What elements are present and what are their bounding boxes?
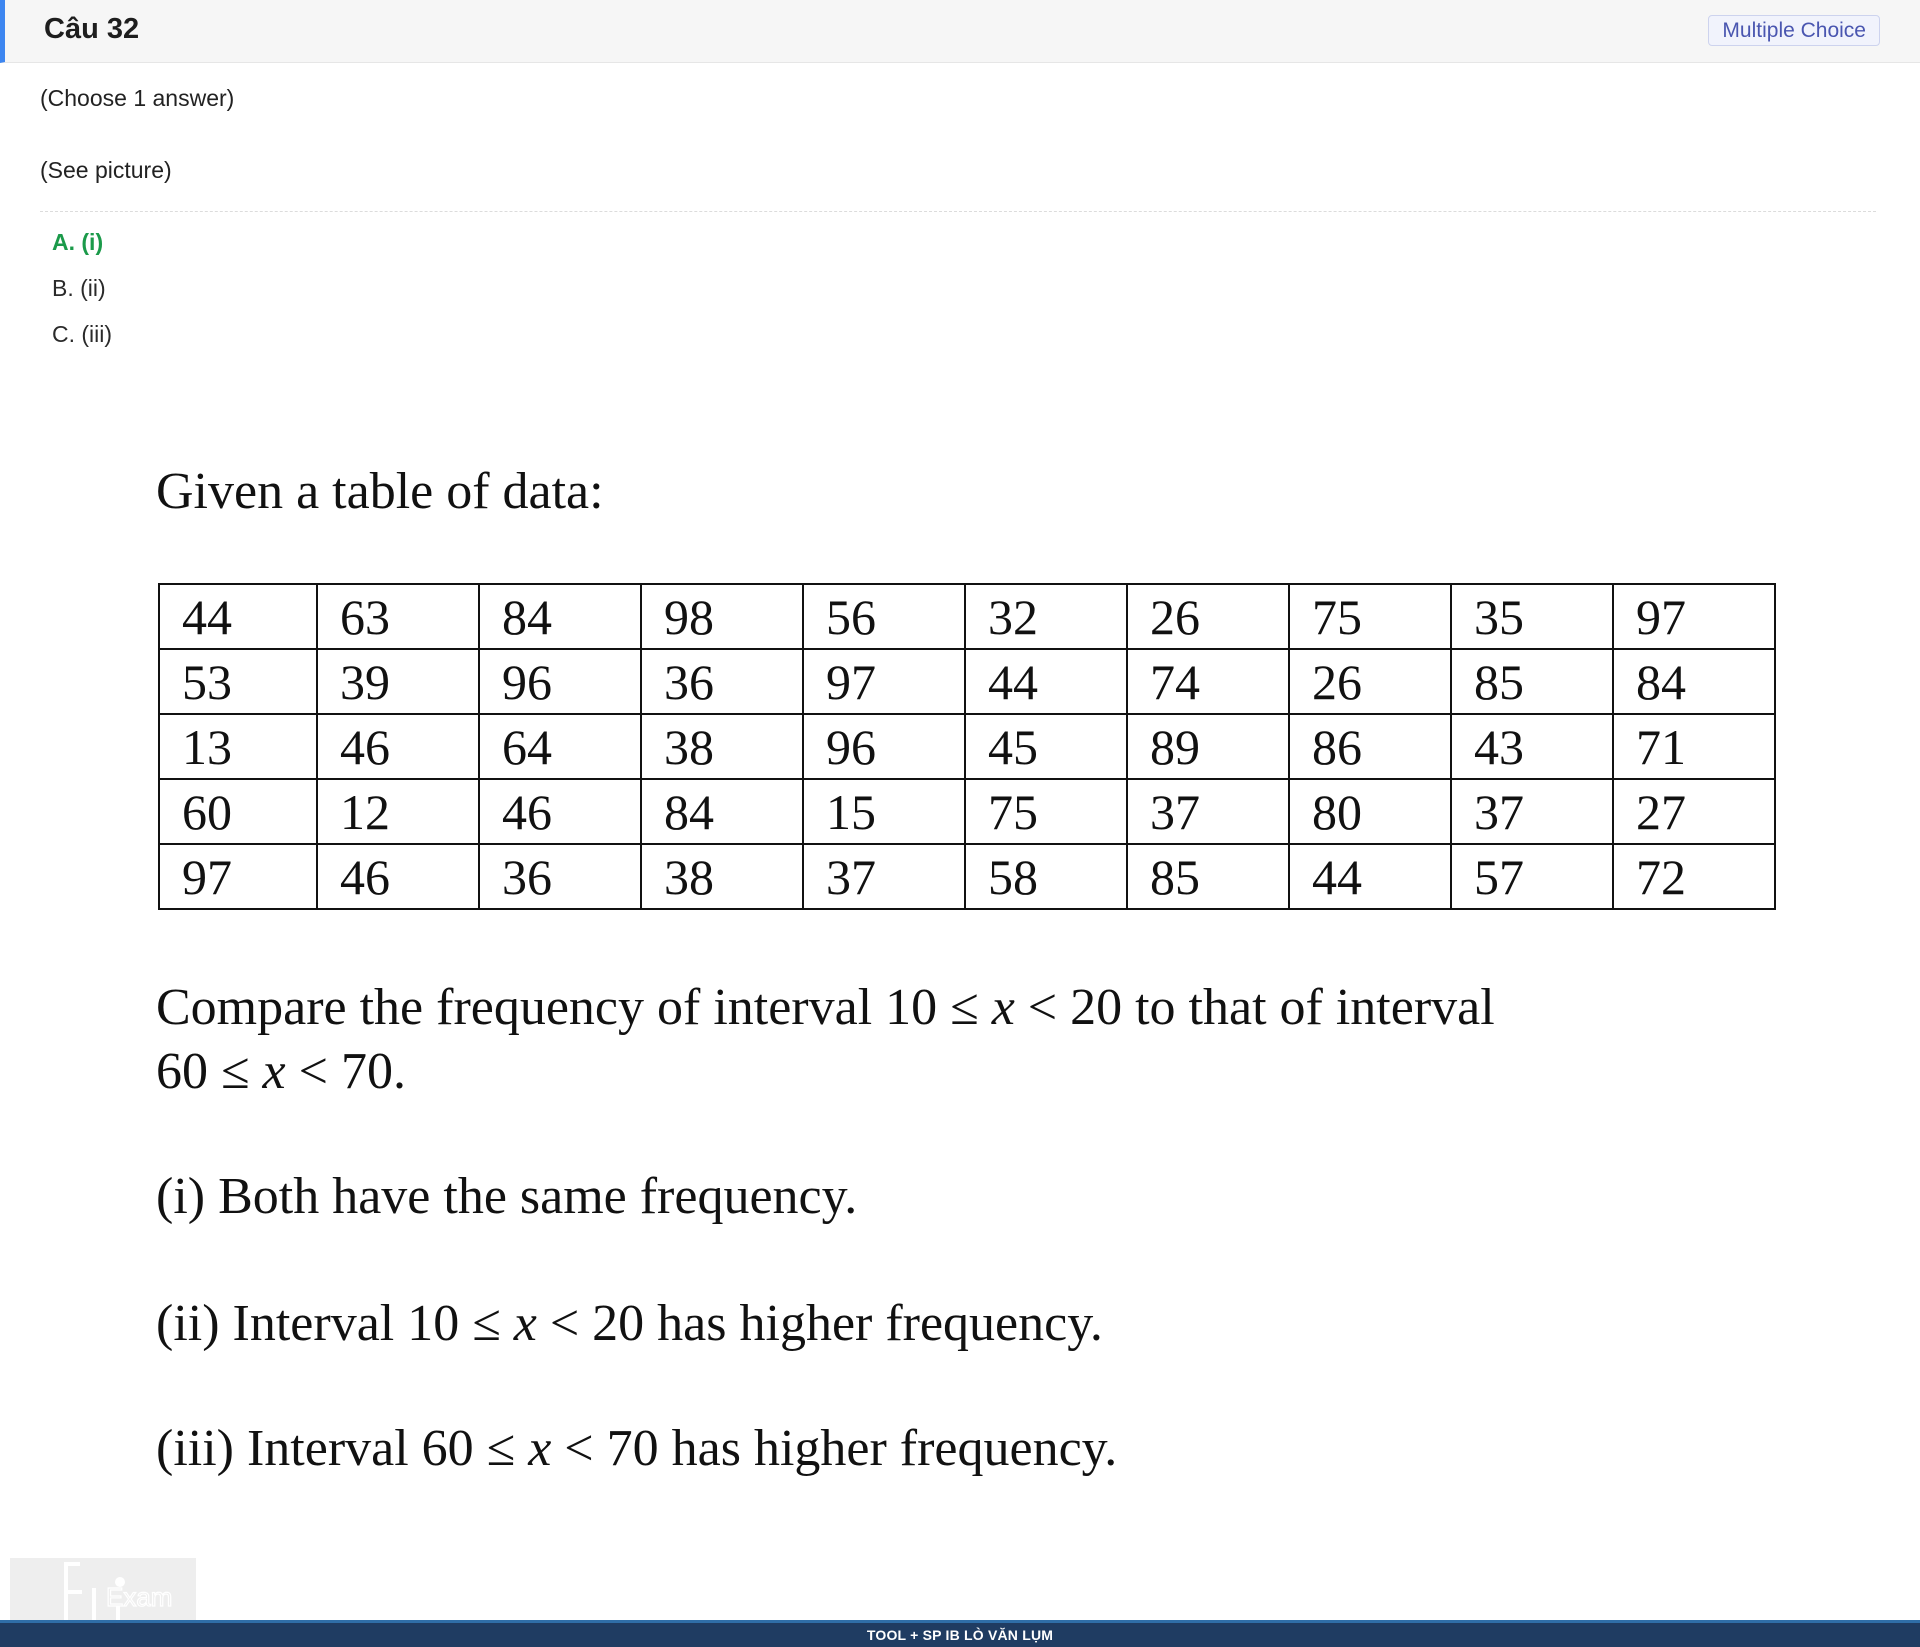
table-cell: 89 [1127,714,1289,779]
table-cell: 46 [317,844,479,909]
table-cell: 32 [965,584,1127,649]
table-cell: 75 [1289,584,1451,649]
variable-x: x [262,1043,286,1100]
table-cell: 53 [159,649,317,714]
table-row [159,779,1775,844]
table-cell: 98 [641,584,803,649]
table-cell: 37 [1451,779,1613,844]
table-cell: 38 [641,714,803,779]
table-cell: 84 [1613,649,1775,714]
table-cell: 12 [317,779,479,844]
table-cell: 58 [965,844,1127,909]
footer-bar [0,1620,1920,1647]
table-cell: 26 [1127,584,1289,649]
data-table [158,583,1776,910]
table-row [159,584,1775,649]
footer-credit: TOOL + SP IB LÒ VĂN LỤM [866,1627,1054,1643]
table-cell: 44 [1289,844,1451,909]
table-cell: 15 [803,779,965,844]
table-cell: 46 [317,714,479,779]
table-cell: 57 [1451,844,1613,909]
compare-text-4: < 70. [285,1043,406,1100]
table-cell: 27 [1613,779,1775,844]
see-picture-note: (See picture) [40,157,172,183]
option-c[interactable]: C. (iii) [52,321,113,347]
table-cell: 96 [803,714,965,779]
table-cell: 97 [159,844,317,909]
table-cell: 97 [803,649,965,714]
table-cell: 43 [1451,714,1613,779]
statement-iii [156,1417,1117,1481]
question-heading: Given a table of data: [156,463,604,520]
table-cell: 85 [1451,649,1613,714]
table-cell: 46 [479,779,641,844]
statement-iii-post: < 70 has higher frequency. [551,1420,1118,1477]
table-cell: 36 [479,844,641,909]
divider [40,211,1876,212]
table-cell: 75 [965,779,1127,844]
table-cell: 71 [1613,714,1775,779]
statement-ii [156,1292,1103,1356]
table-cell: 97 [1613,584,1775,649]
table-cell: 13 [159,714,317,779]
option-b[interactable]: B. (ii) [52,275,106,301]
statement-iii-pre: (iii) Interval 60 ≤ [156,1420,529,1477]
table-cell: 80 [1289,779,1451,844]
compare-text-1: Compare the frequency of interval 10 ≤ [156,979,992,1036]
table-cell: 72 [1613,844,1775,909]
question-header [0,0,1920,63]
compare-question [156,976,1716,1104]
question-image [0,380,1920,1610]
table-cell: 37 [803,844,965,909]
variable-x: x [513,1295,537,1352]
compare-text-2: < 20 to that of interval [1014,979,1495,1036]
table-cell: 44 [159,584,317,649]
table-cell: 63 [317,584,479,649]
table-cell: 84 [641,779,803,844]
table-row [159,714,1775,779]
choose-instruction: (Choose 1 answer) [40,85,235,111]
table-cell: 56 [803,584,965,649]
table-cell: 84 [479,584,641,649]
svg-text:Exam: Exam [106,1582,173,1612]
answer-options [52,228,112,366]
table-cell: 38 [641,844,803,909]
question-type-badge: Multiple Choice [1708,15,1880,46]
statement-ii-post: < 20 has higher frequency. [536,1295,1103,1352]
table-cell: 37 [1127,779,1289,844]
variable-x: x [528,1420,552,1477]
option-a[interactable]: A. (i) [52,229,104,255]
question-title: Câu 32 [44,13,140,45]
table-cell: 39 [317,649,479,714]
table-cell: 36 [641,649,803,714]
table-row [159,649,1775,714]
statement-i: (i) Both have the same frequency. [156,1168,858,1225]
table-cell: 96 [479,649,641,714]
statement-ii-pre: (ii) Interval 10 ≤ [156,1295,514,1352]
table-cell: 44 [965,649,1127,714]
table-cell: 86 [1289,714,1451,779]
table-cell: 64 [479,714,641,779]
variable-x: x [991,979,1015,1036]
compare-text-3: 60 ≤ [156,1043,263,1100]
table-row [159,844,1775,909]
table-cell: 60 [159,779,317,844]
table-cell: 35 [1451,584,1613,649]
table-cell: 45 [965,714,1127,779]
table-cell: 74 [1127,649,1289,714]
table-cell: 85 [1127,844,1289,909]
table-cell: 26 [1289,649,1451,714]
